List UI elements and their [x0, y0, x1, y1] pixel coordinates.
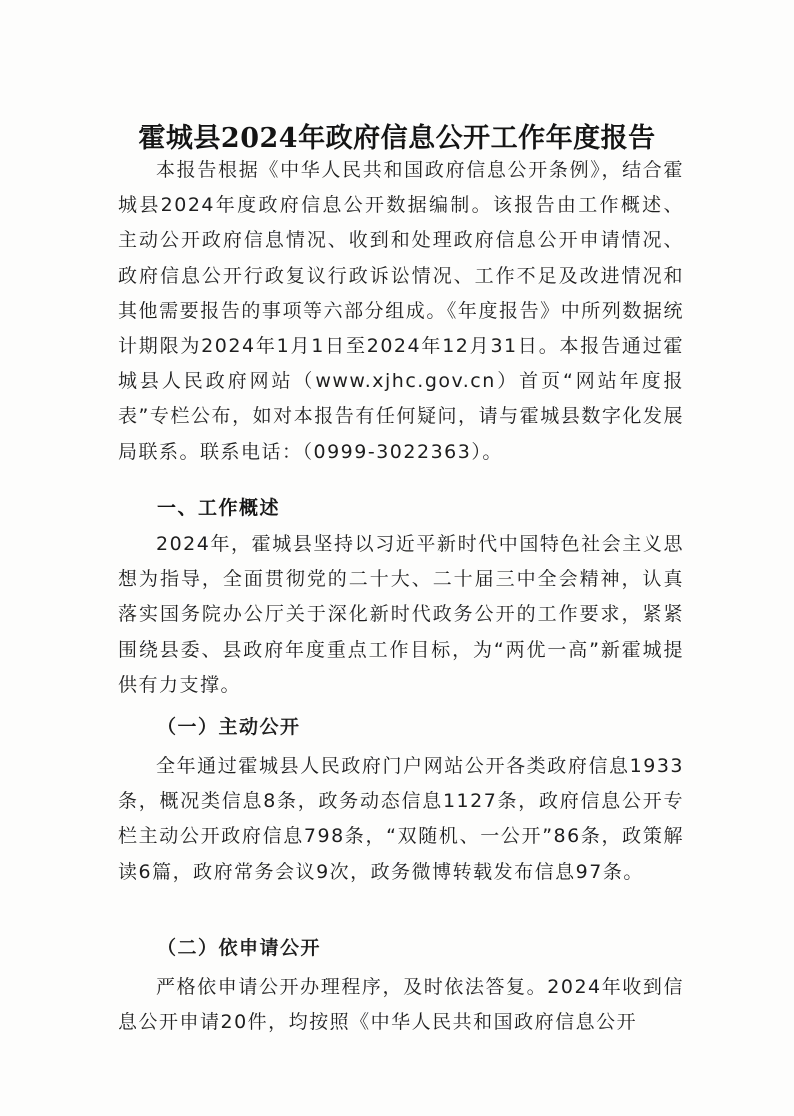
subsection-heading-on-request: （二）依申请公开	[157, 937, 322, 959]
section-heading-overview: 一、工作概述	[157, 497, 281, 519]
overview-paragraph: 2024年，霍城县坚持以习近平新时代中国特色社会主义思想为指导，全面贯彻党的二十大、二十届三中全会精神，认真落实国务院办公厅关于深化新时代政务公开的工作要求，紧紧围绕县委、县政府年度重点工作目标，为“两优一高”新霍城提供有力支撑。	[118, 533, 684, 696]
intro-paragraph: 本报告根据《中华人民共和国政府信息公开条例》，结合霍城县2024年度政府信息公开数据编制。该报告由工作概述、主动公开政府信息情况、收到和处理政府信息公开申请情况、政府信息公开行政复议行政诉讼情况、工作不足及改进情况和其他需要报告的事项等六部分组成。《年度报告》中所列数据统计期限为2024年1月1日至2024年12月31日。本报告通过霍城县人民政府网站（www.xjhc.gov.cn）首页“网站年度报表”专栏公布，如对本报告有任何疑问，请与霍城县数字化发展局联系。联系电话：（0999-3022363）。	[118, 159, 684, 463]
on-request-paragraph: 严格依申请公开办理程序，及时依法答复。2024年收到信息公开申请20件，均按照《中华人民共和国政府信息公开	[118, 976, 684, 1034]
report-title: 霍城县2024年政府信息公开工作年度报告	[138, 123, 656, 155]
proactive-paragraph: 全年通过霍城县人民政府门户网站公开各类政府信息1933条，概况类信息8条，政务动态信息1127条，政府信息公开专栏主动公开政府信息798条，“双随机、一公开”86条，政策解读6篇，政府常务会议9次，政务微博转载发布信息97条。	[118, 755, 684, 883]
subsection-heading-proactive: （一）主动公开	[157, 716, 301, 738]
